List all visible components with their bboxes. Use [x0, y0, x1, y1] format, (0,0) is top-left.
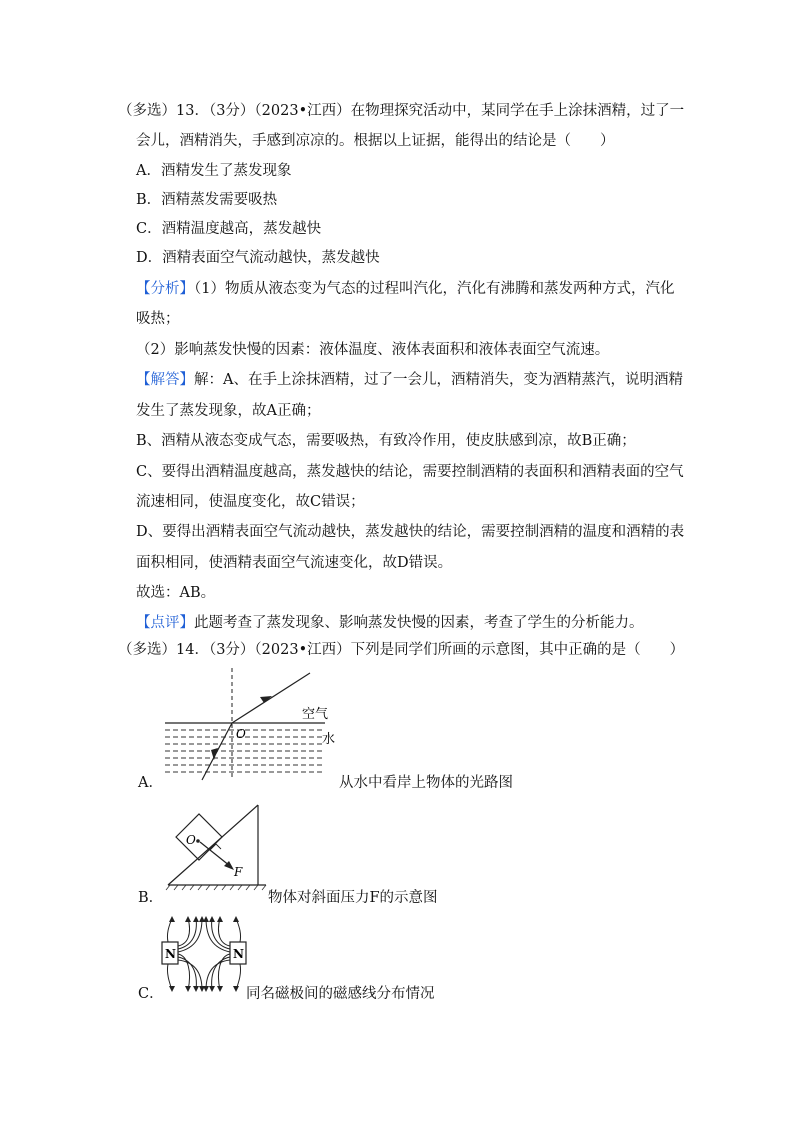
analysis-line-1 — [136, 279, 674, 299]
point-o-label-a: O — [236, 727, 246, 741]
q13-option-b: B．酒精蒸发需要吸热 — [136, 192, 278, 208]
analysis-line-2: （2）影响蒸发快慢的因素：液体温度、液体表面积和液体表面空气流速。 — [136, 342, 610, 358]
water-label: 水 — [322, 732, 335, 747]
answer-line-b: B、酒精从液态变成气态，需要吸热，有致冷作用，使皮肤感到凉，故B正确； — [136, 433, 636, 449]
analysis-line-1-cont: 吸热； — [136, 311, 180, 327]
answer-line-a — [136, 370, 683, 390]
comment-line — [136, 613, 644, 633]
q14-option-b-caption: 物体对斜面压力F的示意图 — [268, 890, 438, 906]
answer-line-d: D、要得出酒精表面空气流动越快，蒸发越快的结论，需要控制酒精的温度和酒精的表 — [136, 524, 685, 540]
q13-option-a: A．酒精发生了蒸发现象 — [136, 163, 292, 179]
q14-option-a-caption: 从水中看岸上物体的光路图 — [339, 775, 513, 791]
comment-tag: 【点评】 — [136, 615, 194, 631]
magnet-field-diagram — [158, 914, 250, 996]
answer-line-a-cont: 发生了蒸发现象，故A正确； — [136, 403, 321, 419]
q14-option-c-caption: 同名磁极间的磁感线分布情况 — [246, 986, 435, 1002]
q14-header: （多选）14．（3分）（2023•江西）下列是同学们所画的示意图，其中正确的是（ ） — [118, 642, 685, 658]
analysis-text-1: （1）物质从液态变为气态的过程叫汽化，汽化有沸腾和蒸发两种方式，汽化 — [194, 281, 675, 297]
refraction-diagram — [160, 668, 335, 783]
q13-header-cont: 会儿，酒精消失，手感到凉凉的。根据以上证据，能得出的结论是（ ） — [136, 133, 615, 149]
force-f-label: F — [234, 865, 243, 879]
comment-text: 此题考查了蒸发现象、影响蒸发快慢的因素，考查了学生的分析能力。 — [194, 615, 644, 631]
q14-option-c-label: C． — [138, 986, 164, 1002]
choice-line: 故选：AB。 — [136, 585, 216, 601]
answer-line-c: C、要得出酒精温度越高，蒸发越快的结论，需要控制酒精的表面积和酒精表面的空气 — [136, 464, 684, 480]
analysis-tag: 【分析】 — [136, 281, 194, 297]
q13-option-d: D．酒精表面空气流动越快，蒸发越快 — [136, 250, 380, 266]
incline-diagram — [162, 800, 272, 892]
answer-tag: 【解答】 — [136, 372, 194, 388]
magnet-left-n: N — [165, 947, 176, 961]
answer-line-c-cont: 流速相同，使温度变化，故C错误； — [136, 494, 365, 510]
q13-option-c: C．酒精温度越高，蒸发越快 — [136, 221, 322, 237]
answer-line-d-cont: 面积相同，使酒精表面空气流速变化，故D错误。 — [136, 555, 453, 571]
q14-option-a-label: A． — [138, 775, 163, 791]
q14-option-b-label: B． — [138, 890, 164, 906]
answer-text-a: 解：A、在手上涂抹酒精，过了一会儿，酒精消失，变为酒精蒸汽，说明酒精 — [194, 372, 683, 388]
air-label: 空气 — [302, 707, 329, 722]
point-o-label-b: O — [186, 833, 196, 847]
q13-header: （多选）13．（3分）（2023•江西）在物理探究活动中，某同学在手上涂抹酒精，过了一 — [118, 103, 685, 119]
magnet-right-n: N — [233, 947, 244, 961]
